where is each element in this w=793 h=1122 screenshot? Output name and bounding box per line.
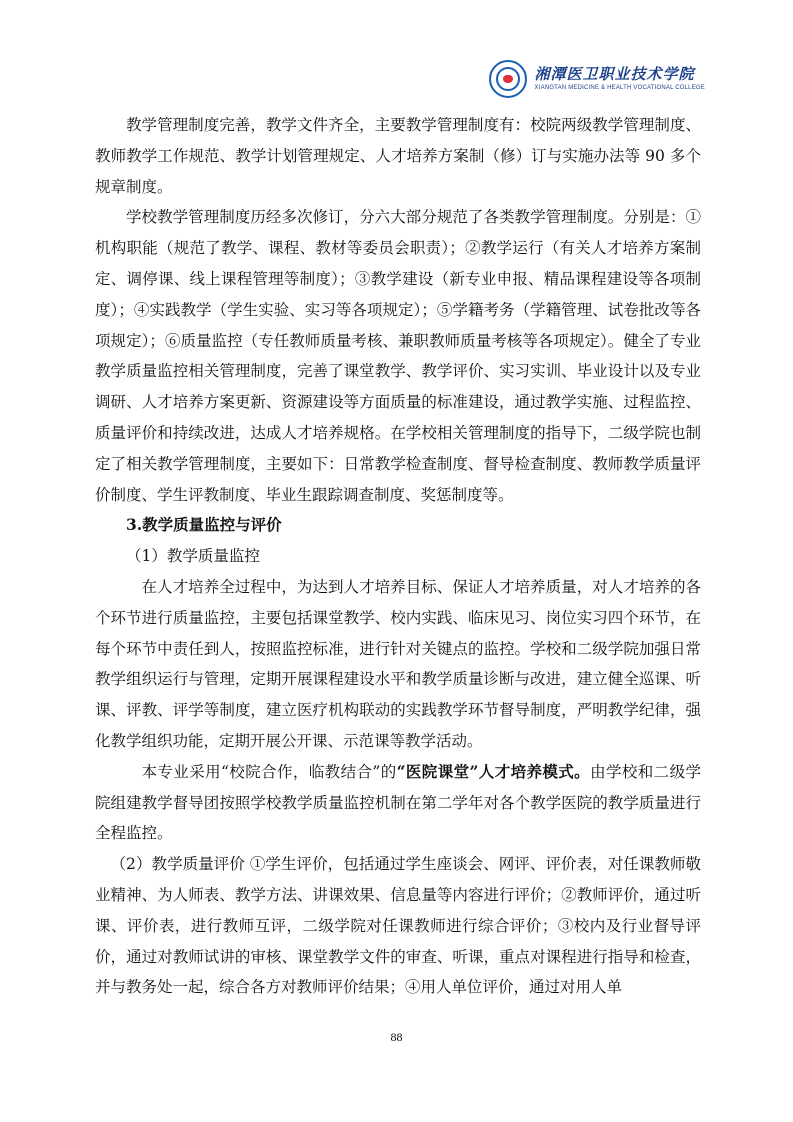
paragraph-quality-evaluation: （2）教学质量评价 ①学生评价，包括通过学生座谈会、网评、评价表，对任课教师敬业精神、为人师表、教学方法、讲课效果、信息量等内容进行评价；②教师评价，通过听课、评价表，进行教师互评，二级学院对任课教师进行综合评价；③校内及行业督导评价，通过对教师试讲的审核、课堂教学文件的审查、听课，重点对课程进行指导和检查，并与教务处一起，综合各方对教师评价结果；④用人单位评价，通过对用人单 (95, 855, 701, 997)
page-number: 88 (390, 1030, 403, 1044)
training-model-name: “医院课堂”人才培养模式。 (396, 761, 591, 781)
paragraph-management-docs: 教学管理制度完善，教学文件齐全，主要教学管理制度有：校院两级教学管理制度、教师教学工作规范、教学计划管理规定、人才培养方案制（修）订与实施办法等 90 多个规章制度。 (95, 116, 701, 196)
paragraph-quality-monitoring: 在人才培养全过程中，为达到人才培养目标、保证人才培养质量，对人才培养的各个环节进行质量监控，主要包括课堂教学、校内实践、临床见习、岗位实习四个环节，在每个环节中责任到人，按照监控标准，进行针对关键点的监控。学校和二级学院加强日常教学组织运行与管理，定期开展课程建设水平和教学质量诊断与改进，建立健全巡课、听课、评教、评学等制度，建立医疗机构联动的实践教学环节督导制度，严明教学纪律，强化教学组织功能，定期开展公开课、示范课等教学活动。 (95, 577, 701, 750)
training-model-intro: 本专业采用“校院合作，临教结合”的 (141, 762, 397, 781)
subsection-heading: （1）教学质量监控 (126, 547, 260, 566)
page-header (489, 60, 705, 98)
college-logo-text (535, 67, 705, 91)
college-logo-icon (489, 60, 527, 98)
training-model-detail: 由学校和二级学院组建教学督导团按照学校教学质量监控机制在第二学年对各个教学医院的教学质量进行全程监控。 (95, 762, 701, 843)
college-name: 湘潭医卫职业技术学院 (534, 65, 695, 83)
paragraph-management-revisions: 学校教学管理制度历经多次修订，分六大部分规范了各类教学管理制度。分别是：①机构职能（规范了教学、课程、教材等委员会职责）；②教学运行（有关人才培养方案制定、调停课、线上课程管理等制度）；③教学建设（新专业申报、精品课程建设等各项制度）；④实践教学（学生实验、实习等各项规定）；⑤学籍考务（学籍管理、试卷批改等各项规定）；⑥质量监控（专任教师质量考核、兼职教师质量考核等各项规定）。健全了专业教学质量监控相关管理制度，完善了课堂教学、教学评价、实习实训、毕业设计以及专业调研、人才培养方案更新、资源建设等方面质量的标准建设，通过教学实施、过程监控、质量评价和持续改进，达成人才培养规格。在学校相关管理制度的指导下，二级学院也制定了相关教学管理制度，主要如下：日常教学检查制度、督导检查制度、教师教学质量评价制度、学生评教制度、毕业生跟踪调查制度、奖惩制度等。 (95, 208, 701, 504)
paragraph-training-model (95, 757, 701, 849)
college-name-en: XIANGTAN MEDICINE & HEALTH VOCATIONAL COLLEGE (534, 85, 705, 91)
section-heading: 3.教学质量监控与评价 (126, 515, 282, 535)
page-body (95, 110, 701, 1003)
